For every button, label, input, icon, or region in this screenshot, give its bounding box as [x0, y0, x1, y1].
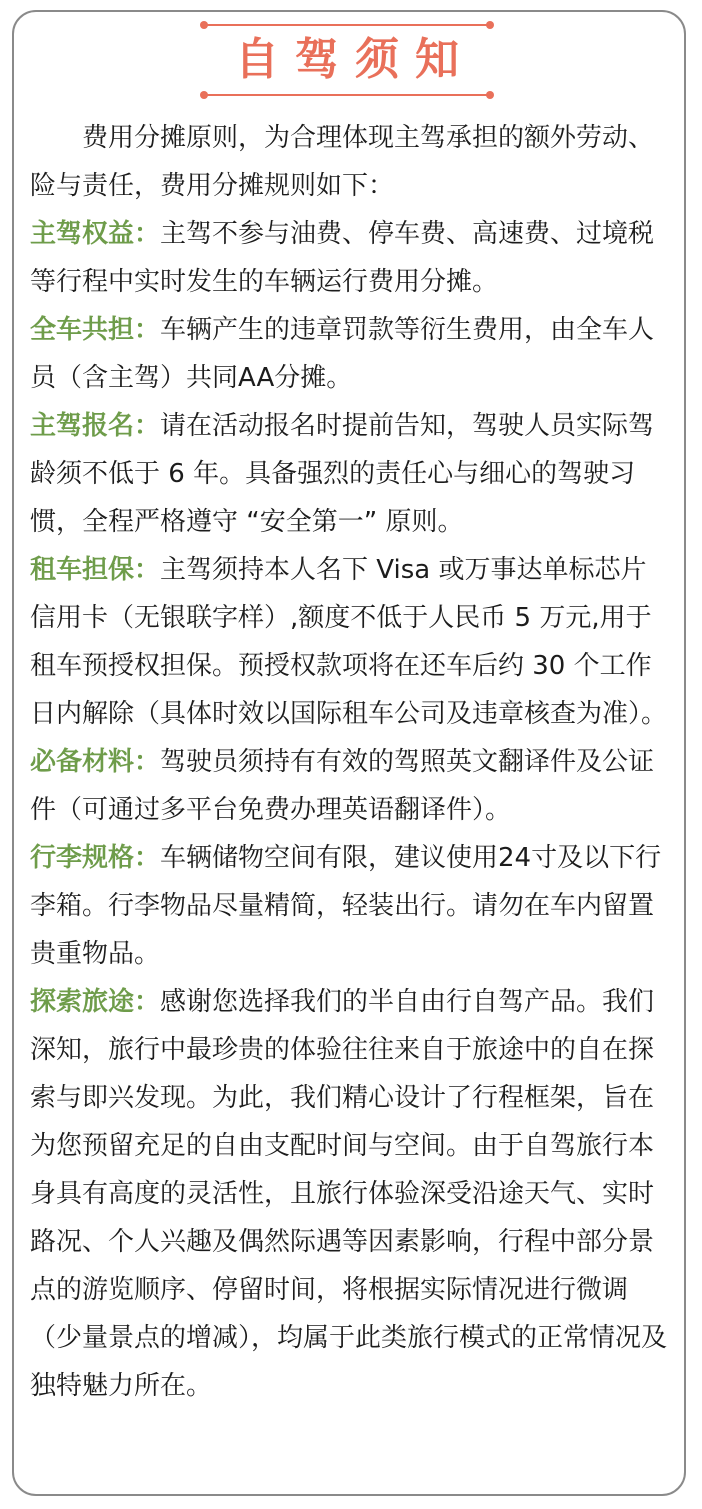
section-text: 感谢您选择我们的半自由行自驾产品。我们深知，旅行中最珍贵的体验往往来自于旅途中的自在探索与即兴发现。为此，我们精心设计了行程框架，旨在为您预留充足的自由支配时间与空间。由于自驾旅行本身具有高度的灵活性，且旅行体验深受沿途天气、实时路况、个人兴趣及偶然际遇等因素影响，行程中部分景点的游览顺序、停留时间，将根据实际情况进行微调（少量景点的增减），均属于此类旅行模式的正常情况及独特魅力所在。: [30, 987, 668, 1401]
section-shared-costs: [30, 306, 670, 402]
section-label: 行李规格：: [30, 843, 161, 873]
section-text: 主驾不参与油费、停车费、高速费、过境税等行程中实时发生的车辆运行费用分摊。: [30, 219, 655, 297]
section-exploration: [30, 978, 670, 1410]
section-driver-signup: [30, 402, 670, 546]
title-top-rule: [206, 24, 488, 26]
section-label: 全车共担：: [30, 315, 161, 345]
page-title: 自驾须知: [235, 34, 475, 85]
section-text: 驾驶员须持有有效的驾照英文翻译件及公证件（可通过多平台免费办理英语翻译件）。: [30, 747, 655, 825]
section-label: 探索旅途：: [30, 987, 161, 1017]
intro-paragraph: 费用分摊原则，为合理体现主驾承担的额外劳动、险与责任，费用分摊规则如下：: [30, 123, 655, 201]
notice-header: [206, 24, 488, 96]
section-required-documents: [30, 738, 670, 834]
section-driver-rights: [30, 210, 670, 306]
section-text: 车辆产生的违章罚款等衍生费用，由全车人员（含主驾）共同AA分摊。: [30, 315, 655, 393]
section-luggage: [30, 834, 670, 978]
section-label: 主驾报名：: [30, 411, 161, 441]
notice-body: [30, 114, 670, 1410]
section-rental-guarantee: [30, 546, 670, 738]
section-text: 主驾须持本人名下 Visa 或万事达单标芯片信用卡（无银联字样）,额度不低于人民币 5 万元,用于租车预授权担保。预授权款项将在还车后约 30 个工作日内解除（具体时效以国际租车公司及违章核查为准）。: [30, 555, 668, 729]
section-label: 主驾权益：: [30, 219, 161, 249]
title-bottom-rule: [206, 94, 488, 96]
section-text: 请在活动报名时提前告知，驾驶人员实际驾龄须不低于 6 年。具备强烈的责任心与细心的驾驶习惯，全程严格遵守 “安全第一” 原则。: [30, 411, 655, 537]
section-text: 车辆储物空间有限，建议使用24寸及以下行李箱。行李物品尽量精简，轻装出行。请勿在车内留置贵重物品。: [30, 843, 662, 969]
section-label: 租车担保：: [30, 555, 161, 585]
section-label: 必备材料：: [30, 747, 161, 777]
